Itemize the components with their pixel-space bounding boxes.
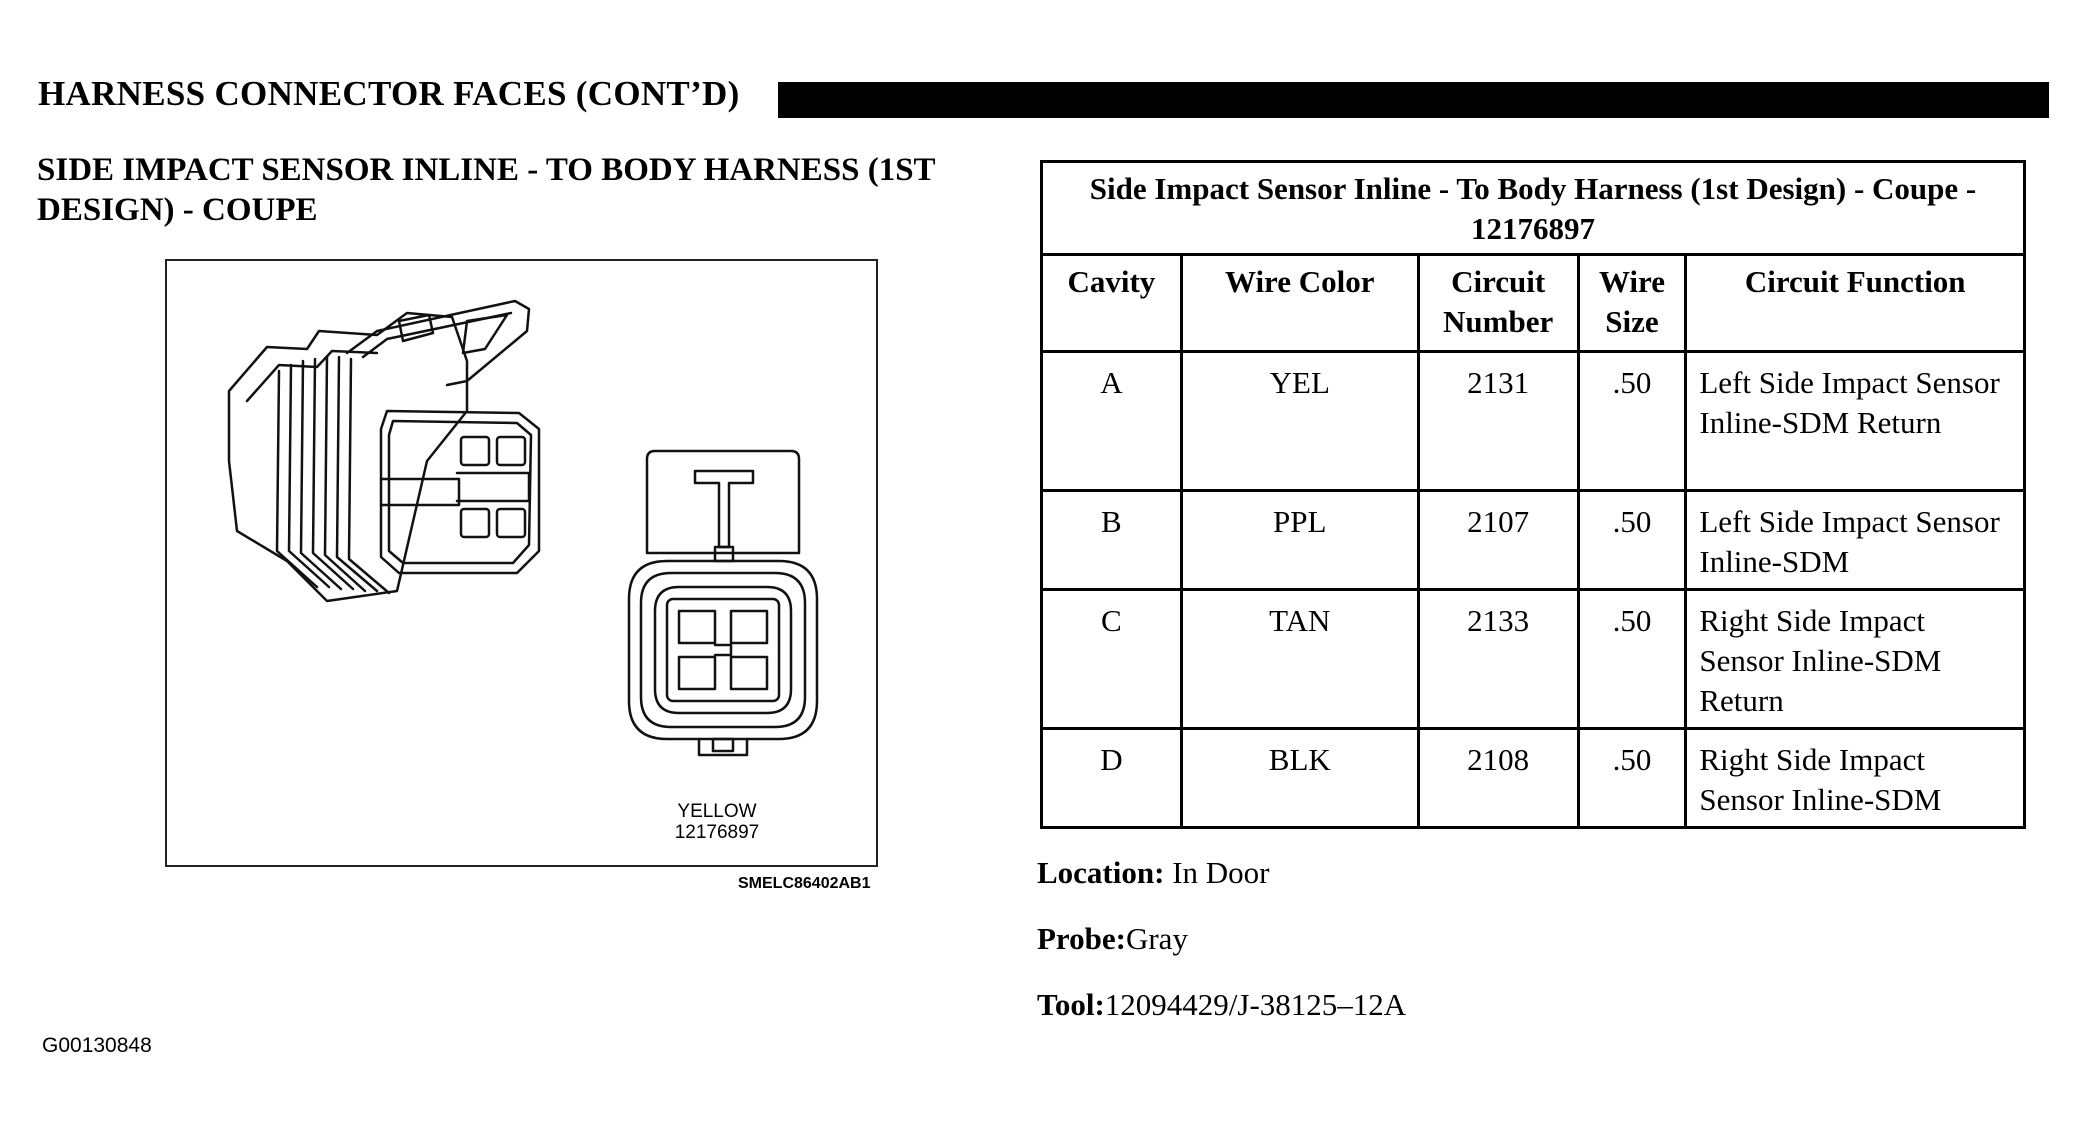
circuit-number-cell: 2108	[1418, 729, 1578, 828]
wire-size-cell: .50	[1578, 352, 1686, 491]
table-caption: Side Impact Sensor Inline - To Body Harness (1st Design) - Coupe - 12176897	[1042, 162, 2025, 255]
location-line	[1037, 855, 1269, 891]
header-wire-size: Wire Size	[1578, 255, 1686, 352]
connector-3d-view	[229, 301, 539, 601]
connector-pinout-table	[1040, 160, 2026, 829]
circuit-number-cell: 2107	[1418, 491, 1578, 590]
section-title: SIDE IMPACT SENSOR INLINE - TO BODY HARNESS (1ST DESIGN) - COUPE	[37, 152, 935, 228]
cavity-cell: D	[1042, 729, 1182, 828]
table-header-row	[1042, 255, 2025, 352]
cavity-cell: A	[1042, 352, 1182, 491]
page-title: HARNESS CONNECTOR FACES (CONT’D)	[38, 74, 740, 113]
wire-color-cell: TAN	[1181, 590, 1418, 729]
probe-line	[1037, 921, 1188, 957]
connector-illustration	[165, 259, 878, 867]
header-cavity: Cavity	[1042, 255, 1182, 352]
wire-color-cell: YEL	[1181, 352, 1418, 491]
wire-color-cell: PPL	[1181, 491, 1418, 590]
connector-color-label: YELLOW	[677, 801, 757, 822]
wire-color-cell: BLK	[1181, 729, 1418, 828]
circuit-function-cell: Right Side Impact Sensor Inline-SDM	[1686, 729, 2025, 828]
circuit-function-cell: Left Side Impact Sensor Inline-SDM	[1686, 491, 2025, 590]
cavity-cell: C	[1042, 590, 1182, 729]
circuit-number-cell: 2133	[1418, 590, 1578, 729]
tool-line	[1037, 987, 1406, 1023]
connector-drawing	[167, 261, 880, 869]
wire-size-cell: .50	[1578, 729, 1686, 828]
connector-part-number: 12176897	[674, 822, 760, 843]
table-row	[1042, 729, 2025, 828]
cavity-cell: B	[1042, 491, 1182, 590]
circuit-function-cell: Right Side Impact Sensor Inline-SDM Return	[1686, 590, 2025, 729]
wire-size-cell: .50	[1578, 590, 1686, 729]
figure-code: SMELC86402AB1	[738, 875, 871, 892]
header-circuit-number: Circuit Number	[1418, 255, 1578, 352]
circuit-function-cell: Left Side Impact Sensor Inline-SDM Return	[1686, 352, 2025, 491]
tool-value: 12094429/J-38125–12A	[1104, 987, 1407, 1022]
graphic-id: G00130848	[42, 1034, 152, 1057]
table-row	[1042, 352, 2025, 491]
probe-label: Probe:	[1037, 921, 1126, 956]
wire-size-cell: .50	[1578, 491, 1686, 590]
title-rule-bar	[778, 82, 2049, 118]
table-row	[1042, 491, 2025, 590]
tool-label: Tool:	[1037, 987, 1105, 1022]
table-row	[1042, 590, 2025, 729]
header-circuit-function: Circuit Function	[1686, 255, 2025, 352]
connector-face-view	[629, 451, 817, 755]
header-wire-color: Wire Color	[1181, 255, 1418, 352]
location-label: Location:	[1037, 855, 1165, 890]
probe-value: Gray	[1125, 921, 1188, 956]
location-value: In Door	[1164, 855, 1270, 890]
circuit-number-cell: 2131	[1418, 352, 1578, 491]
